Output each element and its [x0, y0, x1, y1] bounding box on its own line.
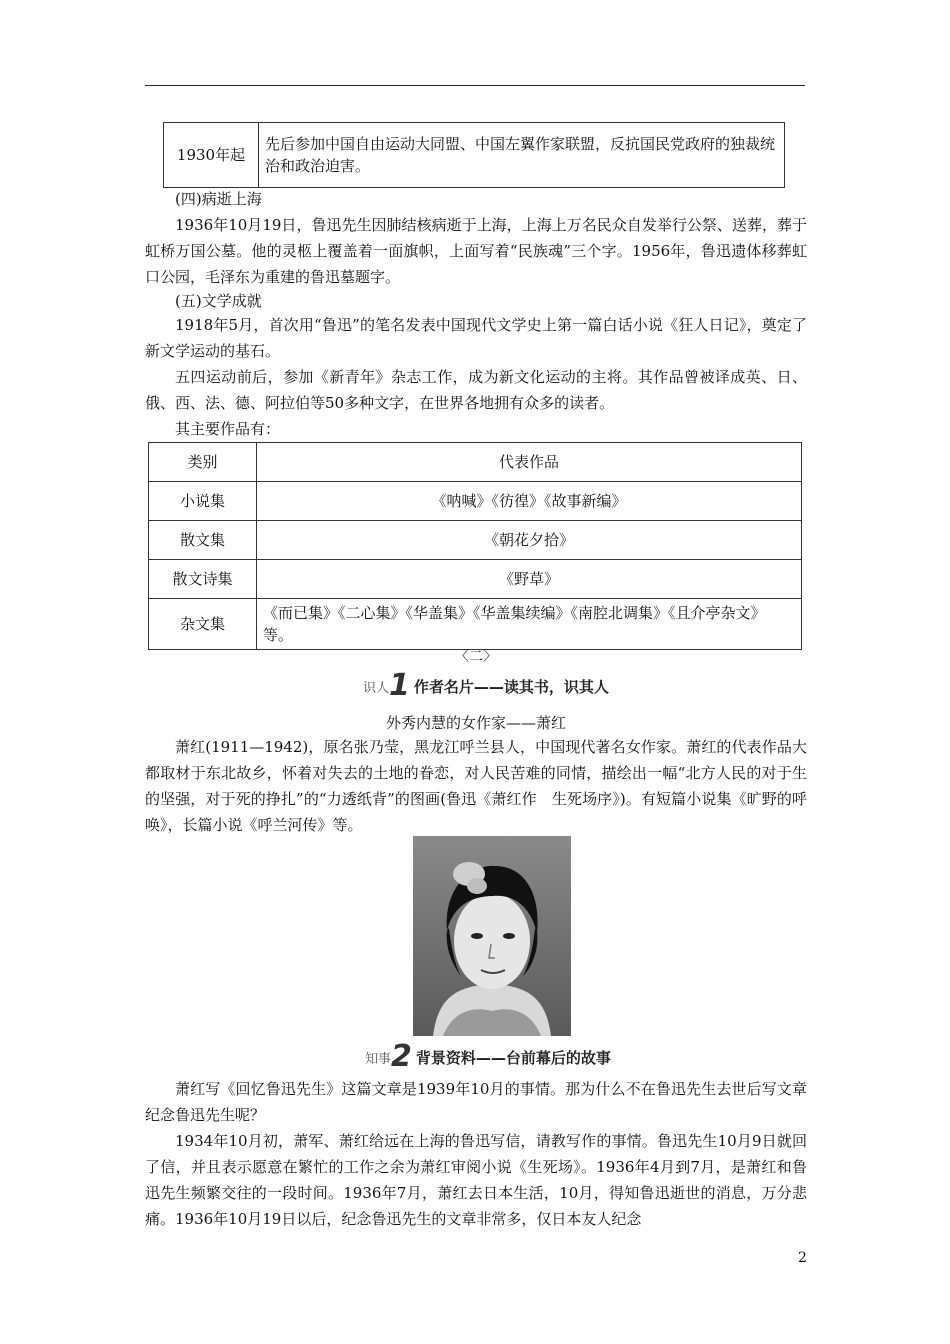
header-rule	[145, 85, 805, 86]
background-paragraph-2: 1934年10月初，萧军、萧红给远在上海的鲁迅写信，请教写作的事情。鲁迅先生10月9日就回了信，并且表示愿意在繁忙的工作之余为萧红审阅小说《生死场》。1936年4月到7月，是萧红和鲁迅先生频繁交往的一段时间。1936年7月，萧红去日本生活，10月，得知鲁迅逝世的消息，万分悲痛。1936年10月19日以后，纪念鲁迅先生的文章非常多，仅日本友人纪念	[145, 1132, 807, 1228]
portrait-photo	[413, 836, 571, 1036]
table-row	[149, 599, 802, 650]
works-cell: 《呐喊》《彷徨》《故事新编》	[257, 482, 802, 521]
table-row	[149, 521, 802, 560]
table-header-row	[149, 443, 802, 482]
badge-title: 作者名片——读其书，识其人	[413, 677, 609, 696]
badge-number: 1	[389, 668, 410, 703]
table-row	[164, 123, 785, 188]
category-cell: 杂文集	[149, 599, 257, 650]
section-badge-2	[365, 1039, 611, 1074]
section-5-paragraph-1: 1918年5月，首次用“鲁迅”的笔名发表中国现代文学史上第一篇白话小说《狂人日记》，奠定了新文学运动的基石。	[145, 316, 807, 360]
section-5-paragraph-2: 五四运动前后，参加《新青年》杂志工作，成为新文化运动的主将。其作品曾被译成英、日、俄、西、法、德、阿拉伯等50多种文字，在世界各地拥有众多的读者。	[145, 368, 807, 412]
works-cell: 《而已集》《二心集》《华盖集》《华盖集续编》《南腔北调集》《且介亭杂文》等。	[257, 599, 802, 650]
description-cell: 先后参加中国自由运动大同盟、中国左翼作家联盟，反抗国民党政府的独裁统治和政治迫害。	[259, 123, 785, 188]
chronology-table	[163, 122, 785, 188]
xiaohong-subtitle: 外秀内慧的女作家——萧红	[385, 714, 566, 732]
category-cell: 散文诗集	[149, 560, 257, 599]
table-row	[149, 482, 802, 521]
category-cell: 散文集	[149, 521, 257, 560]
badge-number: 2	[391, 1039, 412, 1074]
table-row	[149, 560, 802, 599]
header-works: 代表作品	[257, 443, 802, 482]
works-cell: 《朝花夕拾》	[257, 521, 802, 560]
section-badge-1	[363, 668, 609, 703]
badge-small-text: 识人	[363, 680, 390, 696]
section-heading-4: (四)病逝上海	[175, 190, 262, 208]
works-table	[148, 442, 802, 650]
badge-small-text: 知事	[365, 1051, 392, 1067]
section-heading-5: (五)文学成就	[175, 292, 262, 310]
portrait-image	[413, 836, 571, 1036]
badge-title: 背景资料——台前幕后的故事	[415, 1048, 611, 1067]
category-cell: 小说集	[149, 482, 257, 521]
section-4-paragraph: 1936年10月19日，鲁迅先生因肺结核病逝于上海，上海上万名民众自发举行公祭、送葬，葬于虹桥万国公墓。他的灵柩上覆盖着一面旗帜，上面写着“民族魂”三个字。1956年，鲁迅遗体移葬虹口公园，毛泽东为重建的鲁迅墓题字。	[145, 216, 807, 286]
section-5-paragraph-3: 其主要作品有：	[175, 420, 281, 438]
year-cell: 1930年起	[164, 123, 259, 188]
part-label: 〈二〉	[455, 649, 497, 665]
background-paragraph-1: 萧红写《回忆鲁迅先生》这篇文章是1939年10月的事情。那为什么不在鲁迅先生去世后写文章纪念鲁迅先生呢？	[145, 1080, 807, 1124]
header-category: 类别	[149, 443, 257, 482]
xiaohong-paragraph: 萧红(1911—1942)，原名张乃莹，黑龙江呼兰县人，中国现代著名女作家。萧红的代表作品大都取材于东北故乡，怀着对失去的土地的眷恋，对人民苦难的同情，描绘出一幅“北方人民的对于生的坚强，对于死的挣扎”的“力透纸背”的图画(鲁迅《萧红作 生死场序》)。有短篇小说集《旷野的呼唤》，长篇小说《呼兰河传》等。	[145, 738, 807, 834]
page-number: 2	[798, 1250, 807, 1266]
works-cell: 《野草》	[257, 560, 802, 599]
